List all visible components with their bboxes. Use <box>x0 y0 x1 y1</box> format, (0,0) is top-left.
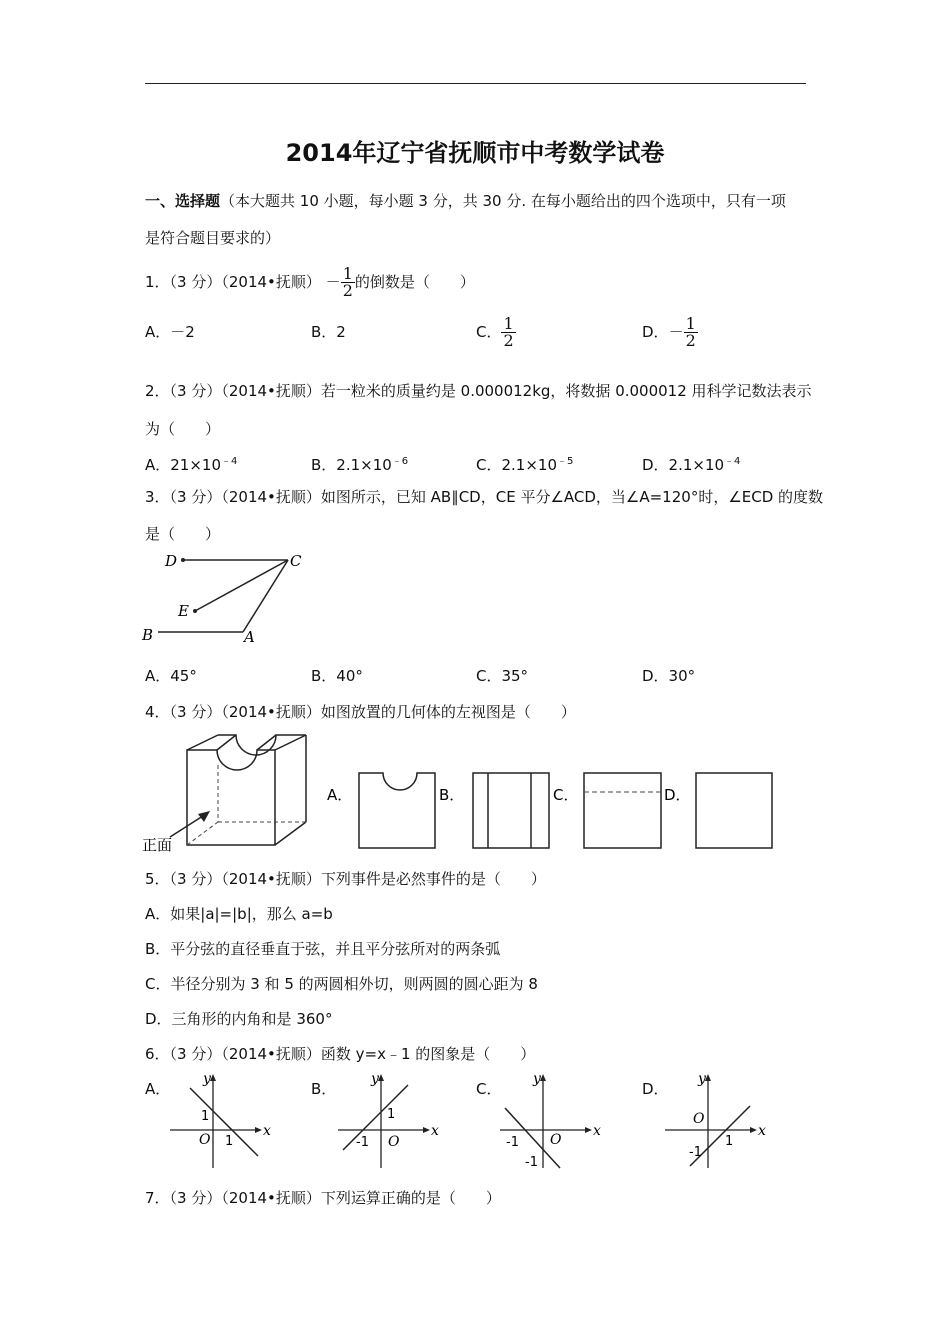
q3-label-b: B <box>142 626 154 644</box>
q3-point-e <box>193 609 197 613</box>
q3-figure <box>140 548 310 648</box>
question-3-line2: 是（ ） <box>145 525 221 543</box>
q6-d-y-intercept: -1 <box>689 1145 702 1160</box>
q2-b-base: B．2.1×10 <box>311 456 392 474</box>
q6-b-x-label: x <box>431 1123 439 1139</box>
question-5: 5．（3 分）（2014•抚顺）下列事件是必然事件的是（ ） <box>145 870 546 888</box>
section-title: 一、选择题 <box>145 192 221 210</box>
q1-frac-num: 1 <box>342 264 353 283</box>
section-description: （本大题共 10 小题，每小题 3 分，共 30 分. 在每小题给出的四个选项中，只有一项 <box>220 192 786 210</box>
q4-d-shape <box>696 773 772 848</box>
q1-c-den: 2 <box>503 331 514 350</box>
q1-option-b[interactable]: B．2 <box>311 323 346 341</box>
q2-c-exp: ﹣5 <box>556 456 574 467</box>
q1-minus: － <box>325 273 341 291</box>
q1-option-c[interactable] <box>476 316 516 349</box>
q6-option-b[interactable]: B． <box>311 1080 337 1098</box>
q6-c-x-intercept: -1 <box>506 1135 519 1150</box>
q2-option-b[interactable] <box>311 452 408 475</box>
q4-front-label: 正面 <box>142 836 173 854</box>
question-2-line2: 为（ ） <box>145 420 221 438</box>
q6-option-a[interactable]: A． <box>145 1080 171 1098</box>
question-4: 4．（3 分）（2014•抚顺）如图放置的几何体的左视图是（ ） <box>145 703 576 721</box>
q6-b-y-intercept: 1 <box>387 1107 396 1122</box>
q6-c-origin: O <box>550 1132 562 1148</box>
q5-option-a[interactable]: A．如果|a|=|b|，那么 a=b <box>145 905 333 923</box>
q1-option-d[interactable] <box>642 316 698 349</box>
question-3: 3．（3 分）（2014•抚顺）如图所示，已知 AB∥CD，CE 平分∠ACD，当∠A=120°时，∠ECD 的度数 <box>145 488 824 506</box>
q5-option-b[interactable]: B．平分弦的直径垂直于弦，并且平分弦所对的两条弧 <box>145 940 501 958</box>
q6-a-origin: O <box>199 1132 211 1148</box>
q1-d-label: D． <box>642 323 669 341</box>
q2-a-base: A．21×10 <box>145 456 222 474</box>
q4-figure <box>140 730 780 860</box>
q6-a-x-intercept: 1 <box>225 1134 234 1149</box>
q6-a-y-intercept: 1 <box>201 1109 210 1124</box>
q4-option-b[interactable]: B． <box>439 786 465 804</box>
question-2: 2．（3 分）（2014•抚顺）若一粒米的质量约是 0.000012kg，将数据 0.000012 用科学记数法表示 <box>145 382 812 400</box>
q6-c-y-intercept: -1 <box>525 1155 538 1170</box>
q1-c-fraction <box>501 316 515 349</box>
q1-d-den: 2 <box>685 331 696 350</box>
q4-option-d[interactable]: D． <box>664 786 691 804</box>
q6-option-d[interactable]: D． <box>642 1080 669 1098</box>
q5-option-d[interactable]: D．三角形的内角和是 360° <box>145 1010 333 1028</box>
q2-option-d[interactable] <box>642 452 740 475</box>
q3-label-c: C <box>290 552 302 570</box>
q1-suffix: 的倒数是（ ） <box>354 273 475 291</box>
q3-option-a[interactable]: A．45° <box>145 667 197 685</box>
q1-c-label: C． <box>476 323 502 341</box>
q2-d-base: D．2.1×10 <box>642 456 725 474</box>
q4-a-shape <box>359 773 435 848</box>
q6-d-y-label: y <box>698 1071 706 1087</box>
q3-label-e: E <box>178 602 189 620</box>
q2-a-exp: ﹣4 <box>221 456 238 467</box>
q6-a-x-label: x <box>263 1123 271 1139</box>
section-description-2: 是符合题目要求的） <box>145 229 281 247</box>
q6-c-y-label: y <box>533 1071 541 1087</box>
q6-a-y-label: y <box>203 1071 211 1087</box>
q1-d-fraction <box>684 316 698 349</box>
q3-line-ec <box>195 560 288 611</box>
q3-point-d <box>181 558 185 562</box>
q3-option-b[interactable]: B．40° <box>311 667 363 685</box>
q6-option-c[interactable]: C． <box>476 1080 502 1098</box>
q3-label-d: D <box>165 552 178 570</box>
q4-c-shape <box>584 773 661 848</box>
q1-prefix: 1．（3 分）（2014•抚顺） <box>145 273 321 291</box>
q6-graph-a <box>170 1068 275 1173</box>
question-6: 6．（3 分）（2014•抚顺）函数 y=x﹣1 的图象是（ ） <box>145 1045 536 1063</box>
question-1 <box>145 266 475 299</box>
header-rule <box>145 83 806 84</box>
q3-line-ac <box>243 560 288 632</box>
q4-b-shape <box>473 773 549 848</box>
q2-d-exp: ﹣4 <box>724 456 741 467</box>
q1-c-num: 1 <box>503 314 514 333</box>
question-7: 7．（3 分）（2014•抚顺）下列运算正确的是（ ） <box>145 1189 501 1207</box>
q4-option-c[interactable]: C． <box>553 786 579 804</box>
q2-option-c[interactable] <box>476 452 573 475</box>
q6-graph-b <box>338 1068 443 1173</box>
q4-option-a[interactable]: A． <box>327 786 353 804</box>
q6-d-origin: O <box>693 1111 705 1127</box>
page-title: 2014年辽宁省抚顺市中考数学试卷 <box>285 139 665 167</box>
q1-fraction <box>341 266 355 299</box>
q2-b-exp: ﹣6 <box>391 456 409 467</box>
q6-graph-d <box>665 1068 770 1173</box>
arrow-icon <box>198 811 210 822</box>
q3-label-a: A <box>244 628 255 646</box>
q6-d-x-intercept: 1 <box>725 1134 734 1149</box>
q1-d-minus: － <box>668 323 684 341</box>
q1-option-a[interactable]: A．－2 <box>145 323 195 341</box>
q3-option-c[interactable]: C．35° <box>476 667 529 685</box>
q6-b-origin: O <box>388 1134 400 1150</box>
q3-option-d[interactable]: D．30° <box>642 667 696 685</box>
q4-solid-front <box>187 750 275 845</box>
q1-d-num: 1 <box>685 314 696 333</box>
q2-option-a[interactable] <box>145 452 237 475</box>
q5-option-c[interactable]: C．半径分别为 3 和 5 的两圆相外切，则两圆的圆心距为 8 <box>145 975 538 993</box>
q2-c-base: C．2.1×10 <box>476 456 557 474</box>
q6-c-x-label: x <box>593 1123 601 1139</box>
q6-b-x-intercept: -1 <box>356 1135 369 1150</box>
section-heading <box>145 190 786 211</box>
q6-b-y-label: y <box>371 1071 379 1087</box>
q6-d-x-label: x <box>758 1123 766 1139</box>
q6-graph-c <box>500 1068 605 1173</box>
q1-frac-den: 2 <box>342 281 353 300</box>
